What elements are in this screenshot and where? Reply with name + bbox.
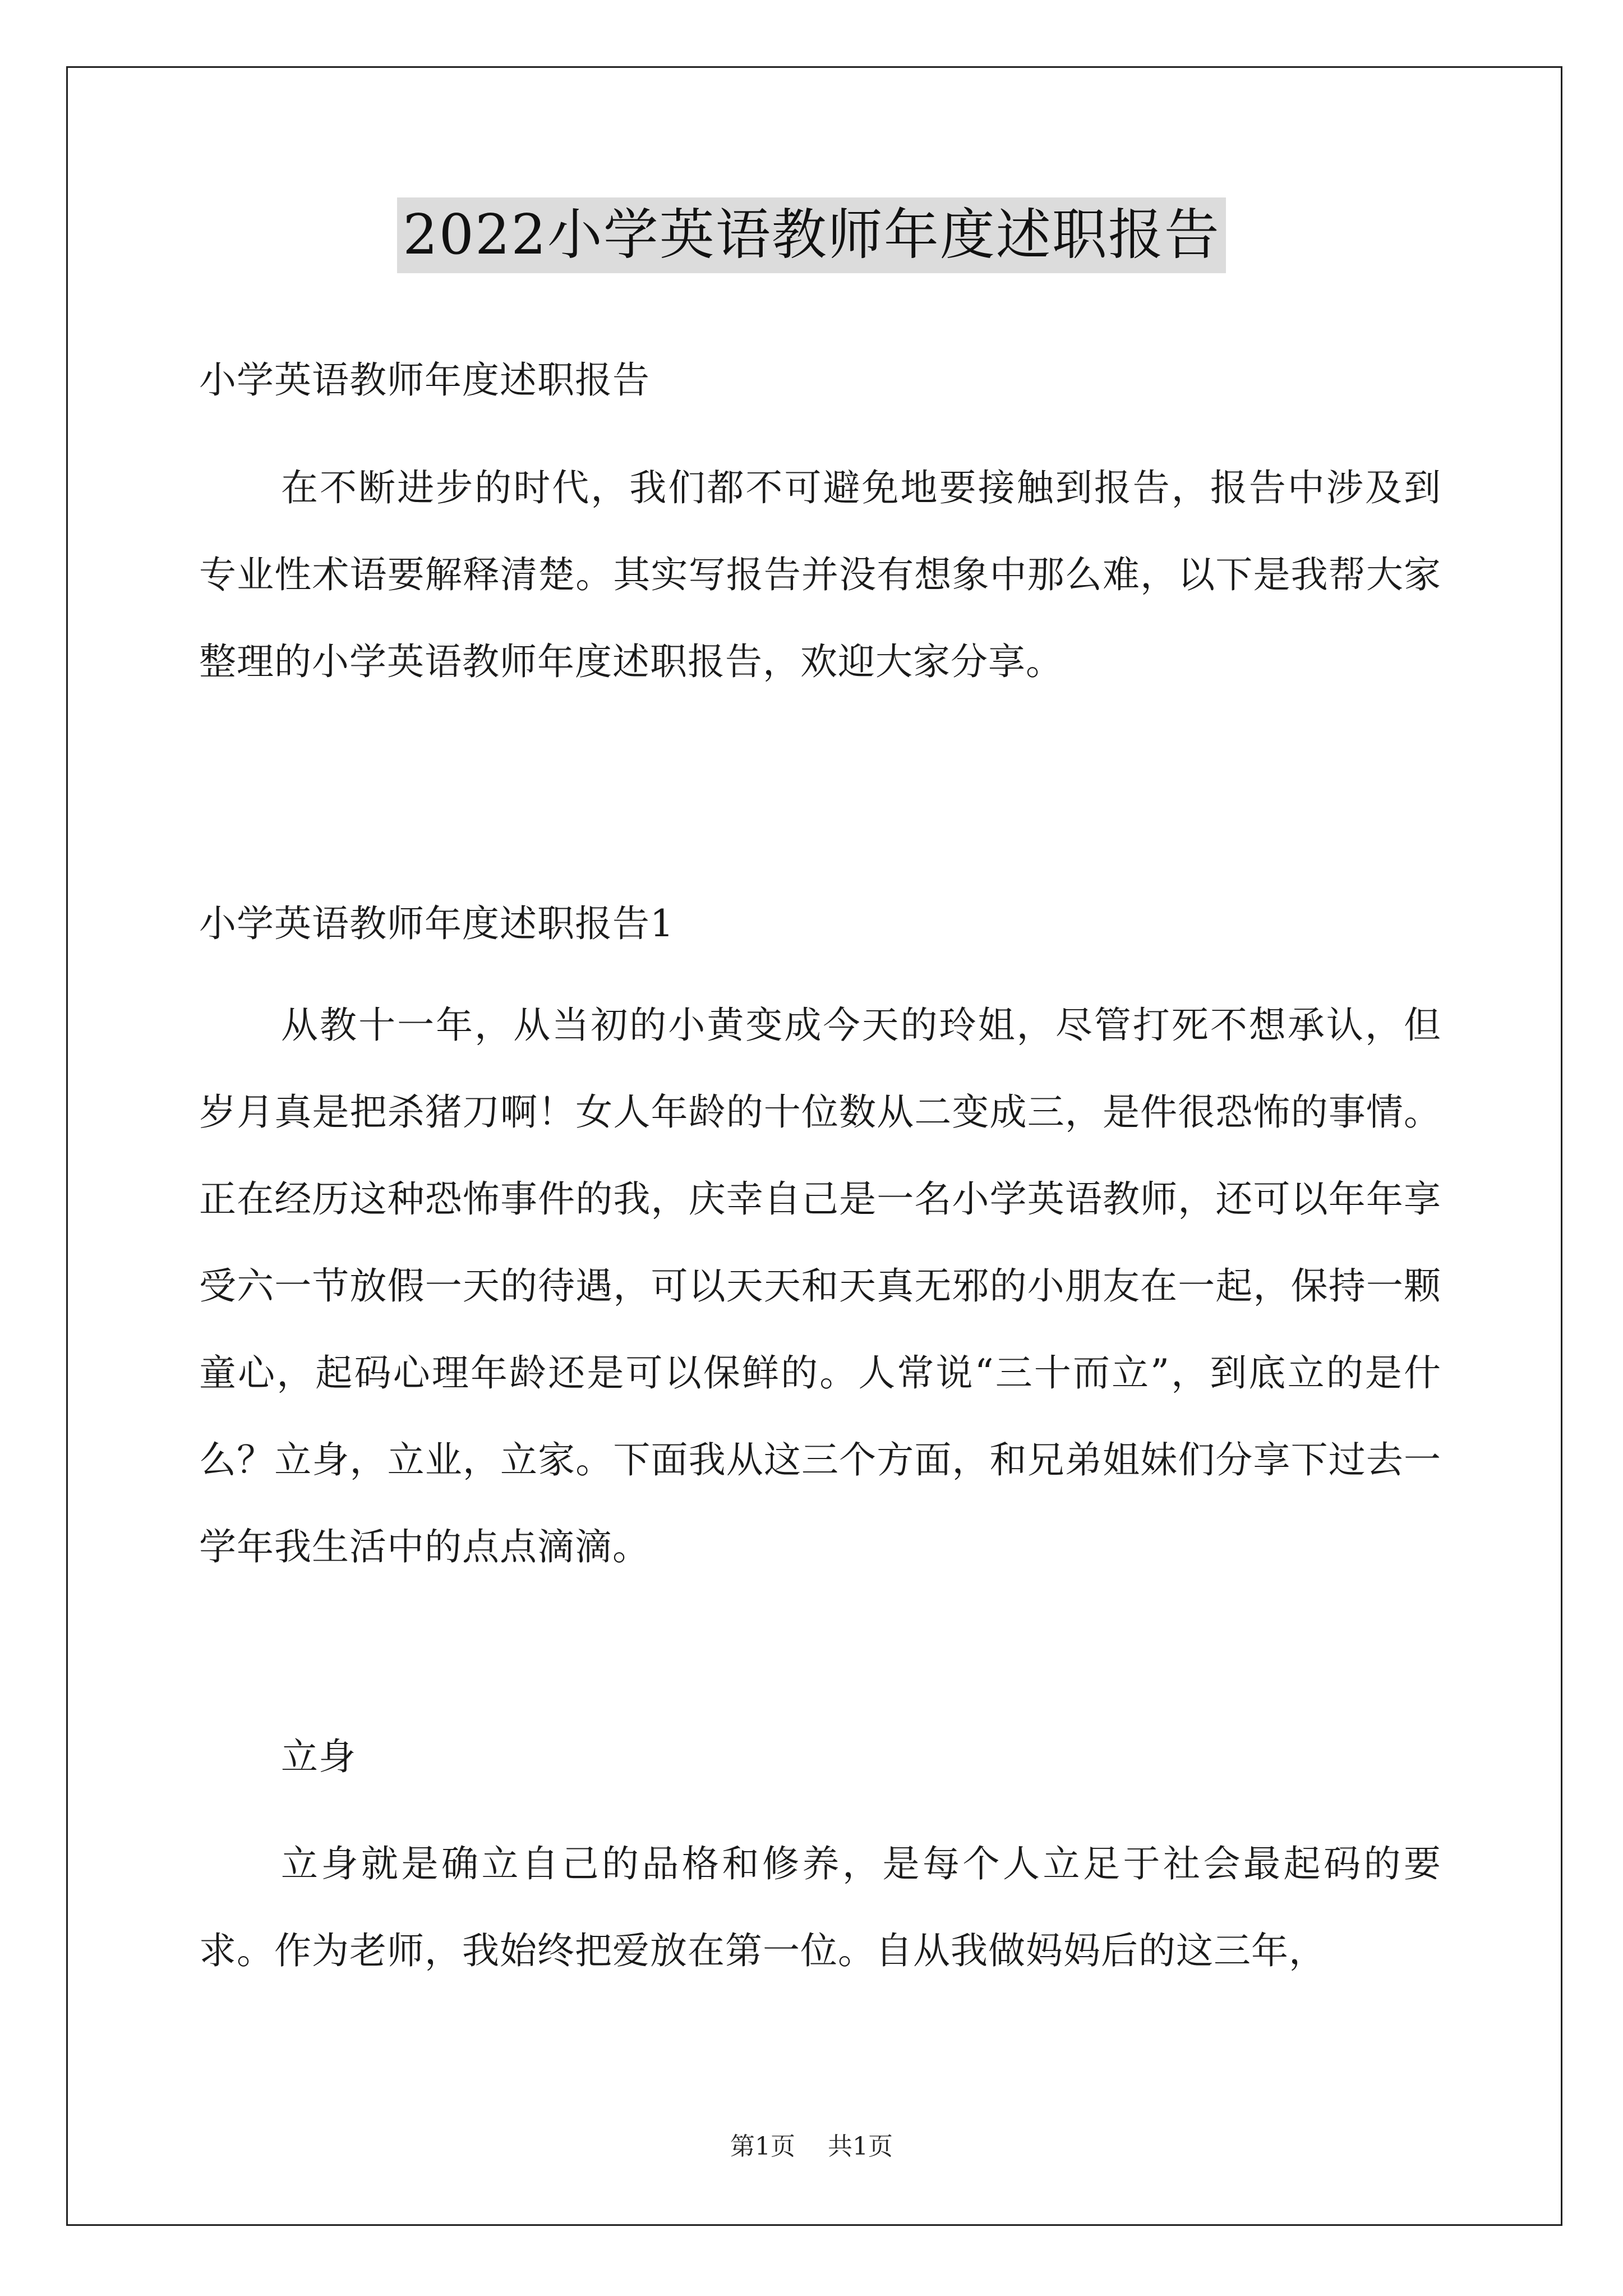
subsection-heading: 立身 — [281, 1735, 356, 1778]
section-heading: 小学英语教师年度述职报告1 — [199, 902, 674, 945]
body-paragraph: 立身就是确立自己的品格和修养，是每个人立足于社会最起码的要求。作为老师，我始终把爱放在第一位。自从我做妈妈后的这三年， — [199, 1842, 1441, 1972]
document-title: 2022小学英语教师年度述职报告 — [397, 197, 1225, 273]
page-footer — [0, 2126, 1623, 2162]
body-paragraph: 从教十一年，从当初的小黄变成今天的玲姐，尽管打死不想承认，但岁月真是把杀猪刀啊！女人年龄的十位数从二变成三，是件很恐怖的事情。正在经历这种恐怖事件的我，庆幸自己是一名小学英语教师，还可以年年享受六一节放假一天的待遇，可以天天和天真无邪的小朋友在一起，保持一颗童心，起码心理年龄还是可以保鲜的。人常说“三十而立”，到底立的是什么？立身，立业，立家。下面我从这三个方面，和兄弟姐妹们分享下过去一学年我生活中的点点滴滴。 — [199, 1004, 1441, 1568]
title-container — [0, 197, 1623, 273]
page-number: 第1页 — [730, 2132, 795, 2161]
page-total: 共1页 — [828, 2132, 893, 2161]
document-subtitle: 小学英语教师年度述职报告 — [199, 358, 650, 402]
intro-paragraph: 在不断进步的时代，我们都不可避免地要接触到报告，报告中涉及到专业性术语要解释清楚。其实写报告并没有想象中那么难，以下是我帮大家整理的小学英语教师年度述职报告，欢迎大家分享。 — [199, 466, 1441, 683]
